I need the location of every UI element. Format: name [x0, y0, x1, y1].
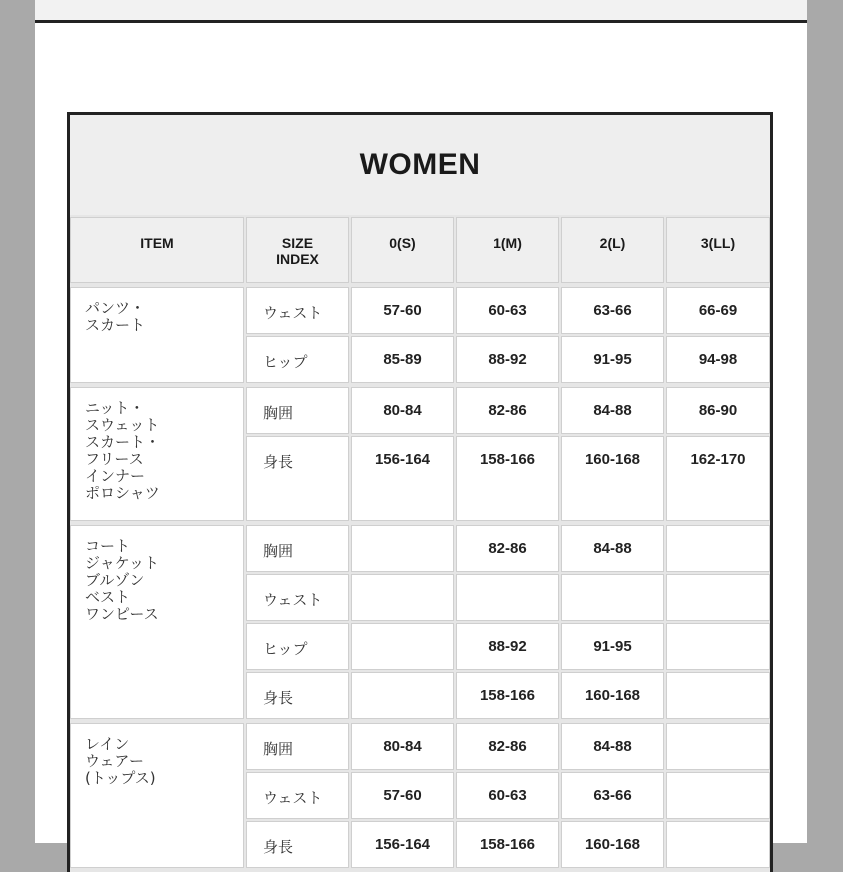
size-index-cell: 身長 — [246, 436, 349, 521]
size-value-cell: 60-63 — [456, 287, 559, 334]
size-value-cell: 57-60 — [351, 772, 454, 819]
table-title: WOMEN — [359, 148, 481, 181]
size-value-cell — [666, 772, 770, 819]
size-value-cell: 160-168 — [561, 436, 664, 521]
size-value-cell: 162-170 — [666, 436, 770, 521]
header-cell: 3(LL) — [666, 217, 770, 283]
size-index-cell: ヒップ — [246, 623, 349, 670]
size-value-cell: 82-86 — [456, 387, 559, 434]
header-cell: 2(L) — [561, 217, 664, 283]
size-value-cell: 91-95 — [561, 336, 664, 383]
size-value-cell: 84-88 — [561, 723, 664, 770]
size-value-cell: 63-66 — [561, 287, 664, 334]
size-value-cell: 84-88 — [561, 387, 664, 434]
item-cell: レイン ウェアー (トップス) — [70, 723, 244, 868]
size-value-cell — [456, 574, 559, 621]
size-value-cell — [666, 821, 770, 868]
size-value-cell: 82-86 — [456, 723, 559, 770]
header-cell: ITEM — [70, 217, 244, 283]
size-value-cell: 60-63 — [456, 772, 559, 819]
size-value-cell — [666, 574, 770, 621]
size-value-cell: 160-168 — [561, 821, 664, 868]
item-cell: パンツ・ スカート — [70, 287, 244, 383]
size-value-cell: 88-92 — [456, 336, 559, 383]
size-value-cell: 66-69 — [666, 287, 770, 334]
item-cell: ニット・ スウェット スカート・ フリース インナー ポロシャツ — [70, 387, 244, 521]
size-value-cell: 158-166 — [456, 821, 559, 868]
size-value-cell — [666, 672, 770, 719]
size-value-cell — [666, 623, 770, 670]
size-value-cell — [561, 574, 664, 621]
size-index-cell: 胸囲 — [246, 723, 349, 770]
size-value-cell — [666, 525, 770, 572]
size-value-cell — [351, 525, 454, 572]
size-value-cell: 84-88 — [561, 525, 664, 572]
size-value-cell: 80-84 — [351, 723, 454, 770]
size-value-cell: 57-60 — [351, 287, 454, 334]
size-value-cell — [351, 672, 454, 719]
size-value-cell: 94-98 — [666, 336, 770, 383]
header-cell: 0(S) — [351, 217, 454, 283]
size-value-cell: 85-89 — [351, 336, 454, 383]
size-value-cell — [351, 574, 454, 621]
header-cell: SIZE INDEX — [246, 217, 349, 283]
size-index-cell: ウェスト — [246, 772, 349, 819]
size-value-cell: 80-84 — [351, 387, 454, 434]
size-index-cell: ヒップ — [246, 336, 349, 383]
size-value-cell — [351, 623, 454, 670]
size-value-cell: 88-92 — [456, 623, 559, 670]
page — [35, 0, 807, 856]
size-value-cell: 63-66 — [561, 772, 664, 819]
size-value-cell: 156-164 — [351, 436, 454, 521]
size-index-cell: 身長 — [246, 672, 349, 719]
size-value-cell: 156-164 — [351, 821, 454, 868]
table-title-row — [70, 115, 770, 215]
size-index-cell: 胸囲 — [246, 525, 349, 572]
size-index-cell: 胸囲 — [246, 387, 349, 434]
size-value-cell: 160-168 — [561, 672, 664, 719]
size-chart-table — [67, 112, 773, 872]
size-value-cell: 82-86 — [456, 525, 559, 572]
size-index-cell: ウェスト — [246, 574, 349, 621]
size-value-cell: 158-166 — [456, 672, 559, 719]
size-value-cell — [666, 723, 770, 770]
size-value-cell: 158-166 — [456, 436, 559, 521]
header-cell: 1(M) — [456, 217, 559, 283]
size-index-cell: ウェスト — [246, 287, 349, 334]
size-index-cell: 身長 — [246, 821, 349, 868]
top-strip — [35, 0, 807, 23]
size-value-cell: 91-95 — [561, 623, 664, 670]
item-cell: コート ジャケット ブルゾン ベスト ワンピース — [70, 525, 244, 719]
size-value-cell: 86-90 — [666, 387, 770, 434]
